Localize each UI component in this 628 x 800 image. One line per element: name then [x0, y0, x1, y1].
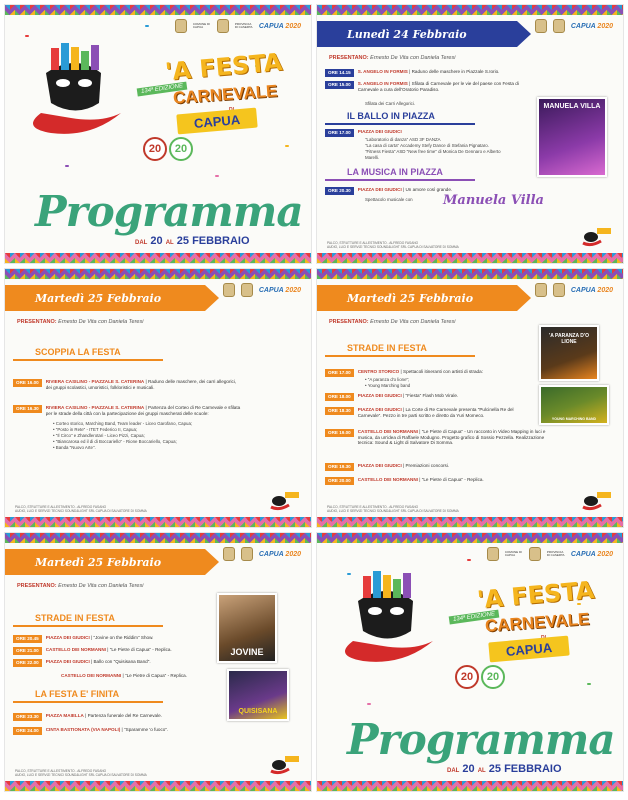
- carnival-mask-icon: [333, 571, 443, 666]
- schedule-row: CASTELLO DEI NORMANNI | "Le Pietre di Capua" - Replica.: [61, 673, 187, 678]
- capua-2020-logo: CAPUA 2020: [570, 286, 613, 294]
- credits: PALCO, STRUTTURE E ALLESTIMENTO - ALFREDO FASANO AUDIO, LUCI E SERVIZI TECNICI SOUND&LIGHT SRL CAPUA DI SALVATORE DI SOMMA: [327, 504, 459, 513]
- dance-list: "Laboratorio di danza" ASD 3F DANZA "La casa di carta" Accademy Stefy Dance di Stefania Pignataro. "Fitness Fiesta" ASD "New free time" di Monica De Gennaro e Alberto Marelli.: [365, 137, 501, 160]
- schedule-row: ORE 20.00 CASTELLO DEI NORMANNI | "Le Pietre di Capua" - Replica.: [325, 477, 535, 485]
- quisisana-photo: QUISISANA: [227, 669, 289, 721]
- provincia-seal-icon: [241, 283, 253, 297]
- year-part-a: 20: [143, 137, 167, 161]
- edition-badge: 134ª EDIZIONE: [449, 610, 500, 625]
- capua-2020-logo: CAPUA 2020: [570, 550, 613, 558]
- credits: PALCO, STRUTTURE E ALLESTIMENTO - ALFREDO FASANO AUDIO, LUCI E SERVIZI TECNICI SOUND&LIGHT SRL CAPUA DI SALVATORE DI SOMMA: [15, 768, 147, 777]
- section-strade: STRADE IN FESTA: [35, 613, 115, 623]
- bunting-top: [317, 533, 623, 543]
- bunting-bottom: [5, 517, 311, 527]
- year-badge: [445, 663, 515, 691]
- presenter-line: PRESENTANO: Ernesto De Vita con Daniela Teresi: [329, 55, 456, 61]
- comune-label: COMUNE DI CAPUA: [504, 549, 522, 557]
- edition-badge: 134ª EDIZIONE: [137, 82, 188, 97]
- section-ballo: IL BALLO IN PIAZZA: [347, 111, 435, 121]
- schedule-row: ORE 22.00 PIAZZA DEI GIUDICI | Ballo con "Quisisana Band".: [13, 659, 223, 667]
- header-logos: [223, 547, 301, 561]
- concert-sub: Spettacolo musicale con: [365, 197, 413, 202]
- capua-2020-logo: CAPUA 2020: [258, 286, 301, 294]
- credits: PALCO, STRUTTURE E ALLESTIMENTO - ALFREDO FASANO AUDIO, LUCI E SERVIZI TECNICI SOUND&LIGHT SRL CAPUA DI SALVATORE DI SOMMA: [15, 504, 147, 513]
- section-underline: [13, 701, 163, 703]
- schedule-row: ORE 16.00 RIVIERA CASILINO - PIAZZALE S. CATERINA | Raduno delle maschere, dei carri allegorici, dei gruppi scolastici, umoristici, folkloristici e musicali.: [13, 379, 243, 390]
- section-underline: [325, 355, 475, 357]
- header-logos: [487, 547, 613, 561]
- schedule-row: ORE 19.00 CASTELLO DEI NORMANNI | "Le Pietre di Capua" - Un racconto in Video Mapping in luci e musica, da un'idea di Raffaele Modugno. Progetto grafico di Sossio Pezzella. Realizzazione tecnica: Sound & Light di Salvatore Di Somma.: [325, 429, 561, 446]
- bunting-top: [5, 5, 311, 15]
- section-underline: [13, 625, 163, 627]
- event-dates: DAL 20 AL 25 FEBBRAIO: [447, 763, 562, 775]
- festa-mini-logo-icon: [581, 489, 613, 511]
- presenter-line: PRESENTANO: Ernesto De Vita con Daniela Teresi: [17, 319, 144, 325]
- day-banner: Martedì 25 Febbraio: [5, 549, 205, 575]
- bunting-top: [317, 269, 623, 279]
- schedule-row: ORE 21.00 CASTELLO DEI NORMANNI | "Le Pietre di Capua" - Replica.: [13, 647, 223, 655]
- section-underline: [325, 179, 475, 181]
- schedule-row: ORE 19.30 PIAZZA DEI GIUDICI | Premiazioni concorsi.: [325, 463, 535, 471]
- bunting-top: [317, 5, 623, 15]
- title-a-festa: 'A FESTA: [476, 575, 596, 615]
- tuesday-panel-1: [4, 268, 312, 528]
- comune-seal-icon: [535, 283, 547, 297]
- day-banner: Lunedì 24 Febbraio: [317, 21, 517, 47]
- festa-mini-logo-icon: [269, 753, 301, 775]
- provincia-seal-icon: [241, 547, 253, 561]
- programma-title: Programma: [35, 187, 303, 236]
- section-underline: [13, 359, 163, 361]
- schedule-row: ORE 18.30 PIAZZA DEI GIUDICI | La Corte di Re Carnevale presenta "Pulcinella Re del Carnevale". Pezzo in tre parti scritto e diretto da Yuri Momeco.: [325, 407, 535, 418]
- schedule-row: ORE 17.00 PIAZZA DEI GIUDICI: [325, 129, 535, 137]
- year-part-a: 20: [455, 665, 479, 689]
- programma-title: Programma: [347, 715, 615, 764]
- jovine-photo: JOVINE: [217, 593, 277, 663]
- year-badge: [133, 135, 203, 163]
- city-ribbon: CAPUA: [176, 108, 257, 135]
- header-logos: [535, 19, 613, 33]
- credits: PALCO, STRUTTURE E ALLESTIMENTO - ALFREDO FASANO AUDIO, LUCI E SERVIZI TECNICI SOUND&LIGHT SRL CAPUA DI SALVATORE DI SOMMA: [327, 240, 459, 249]
- schedule-row: ORE 15.00 S. ANGELO IN FORMIS | Sfilata di Carnevale per le vie del paese con Festa di Carnevale a cura dell'Oratorio Paradiso.: [325, 81, 535, 92]
- event-dates: DAL 20 AL 25 FEBBRAIO: [135, 235, 250, 247]
- schedule-row: ORE 18.00 PIAZZA DEI GIUDICI | "Fiesta" Flash Mob Virale.: [325, 393, 535, 401]
- festa-mini-logo-icon: [581, 225, 613, 247]
- street-artists-list: • "A paranza d'o lione"; • Young Marching band: [365, 377, 411, 388]
- schools-list: • Corteo storico, Marching Band, Team leader - Liceo Garofano, Capua; • "Posto in Rete" - ITET Federico II, Capua; • "Il Circo" e Zhandlerotari - Liceo Pizzi, Capua; • "Biancarosa ed il di di Boccariello" - Rione Boccariello, Capua; • Banda "Nuovo Arte".: [53, 421, 193, 450]
- header-logos: [175, 19, 301, 33]
- capua-2020-logo: CAPUA 2020: [570, 22, 613, 30]
- tuesday-panel-2: [316, 268, 624, 528]
- section-scoppia: SCOPPIA LA FESTA: [35, 347, 121, 357]
- cover-panel: [4, 4, 312, 264]
- day-banner: Martedì 25 Febbraio: [5, 285, 205, 311]
- capua-2020-logo: CAPUA 2020: [258, 22, 301, 30]
- provincia-seal-icon: [553, 283, 565, 297]
- monday-panel: [316, 4, 624, 264]
- festa-mini-logo-icon: [269, 489, 301, 511]
- carnival-mask-icon: [21, 43, 131, 138]
- presenter-line: PRESENTANO: Ernesto De Vita con Daniela Teresi: [329, 319, 456, 325]
- schedule-row: ORE 17.00 CENTRO STORICO | Spettacoli itineranti con artisti di strada:: [325, 369, 535, 377]
- bunting-bottom: [5, 253, 311, 263]
- bunting-bottom: [317, 781, 623, 791]
- artist-photo: MANUELA VILLA: [537, 97, 607, 177]
- bunting-bottom: [5, 781, 311, 791]
- capua-2020-logo: CAPUA 2020: [258, 550, 301, 558]
- provincia-seal-icon: [553, 19, 565, 33]
- comune-seal-icon: [223, 547, 235, 561]
- comune-seal-icon: [535, 19, 547, 33]
- section-underline: [325, 123, 475, 125]
- comune-label: COMUNE DI CAPUA: [192, 21, 210, 29]
- year-part-b: 20: [481, 665, 505, 689]
- provincia-seal-icon: [217, 19, 229, 33]
- city-ribbon: CAPUA: [488, 636, 569, 663]
- header-logos: [223, 283, 301, 297]
- title-carnevale: CARNEVALE: [172, 81, 279, 108]
- section-musica: LA MUSICA IN PIAZZA: [347, 167, 443, 177]
- cover-panel-back: [316, 532, 624, 792]
- presenter-line: PRESENTANO: Ernesto De Vita con Daniela Teresi: [17, 583, 144, 589]
- title-a-festa: 'A FESTA: [164, 47, 284, 87]
- provincia-label: PROVINCIA DI CASERTA: [546, 549, 565, 557]
- section-finita: LA FESTA E' FINITA: [35, 689, 120, 699]
- bunting-bottom: [317, 517, 623, 527]
- provincia-label: PROVINCIA DI CASERTA: [234, 21, 253, 29]
- schedule-row: ORE 23.30 PIAZZA MAIELLA | Partenza funerale del Re Carnevale.: [13, 713, 223, 721]
- comune-seal-icon: [175, 19, 187, 33]
- section-strade: STRADE IN FESTA: [347, 343, 427, 353]
- artist-name: Manuela Villa: [443, 193, 544, 208]
- bunting-bottom: [317, 253, 623, 263]
- paranza-photo: 'A PARANZA D'O LIONE: [539, 325, 599, 381]
- title-carnevale: CARNEVALE: [484, 609, 591, 636]
- comune-seal-icon: [223, 283, 235, 297]
- tuesday-panel-3: [4, 532, 312, 792]
- schedule-row: ORE 24.00 CINTA BASTIONATA (VIA NAPOLI) | "Sparamme 'o fuoco".: [13, 727, 223, 735]
- note: Sfilata dei Carri Allegorici.: [365, 101, 416, 106]
- bunting-top: [5, 269, 311, 279]
- header-logos: [535, 283, 613, 297]
- schedule-row: ORE 14.15 S. ANGELO IN FORMIS | Raduno delle maschere in Piazzale S.Iorio.: [325, 69, 535, 77]
- year-part-b: 20: [169, 137, 193, 161]
- day-banner: Martedì 25 Febbraio: [317, 285, 517, 311]
- bunting-top: [5, 533, 311, 543]
- schedule-row: ORE 20.45 PIAZZA DEI GIUDICI | "Jovine on the Riddim" Show.: [13, 635, 223, 643]
- marching-band-photo: YOUNG MARCHING BAND: [539, 385, 609, 425]
- schedule-row: ORE 16.30 RIVIERA CASILINO - PIAZZALE S. CATERINA | Partenza del Corteo di Re Carnevale e sfilata per le strade della città con la partecipazione dei gruppi mascherati delle scuole:: [13, 405, 243, 416]
- comune-seal-icon: [487, 547, 499, 561]
- provincia-seal-icon: [529, 547, 541, 561]
- schedule-row: ORE 20.30 PIAZZA DEI GIUDICI | Un amore così grande.: [325, 187, 535, 195]
